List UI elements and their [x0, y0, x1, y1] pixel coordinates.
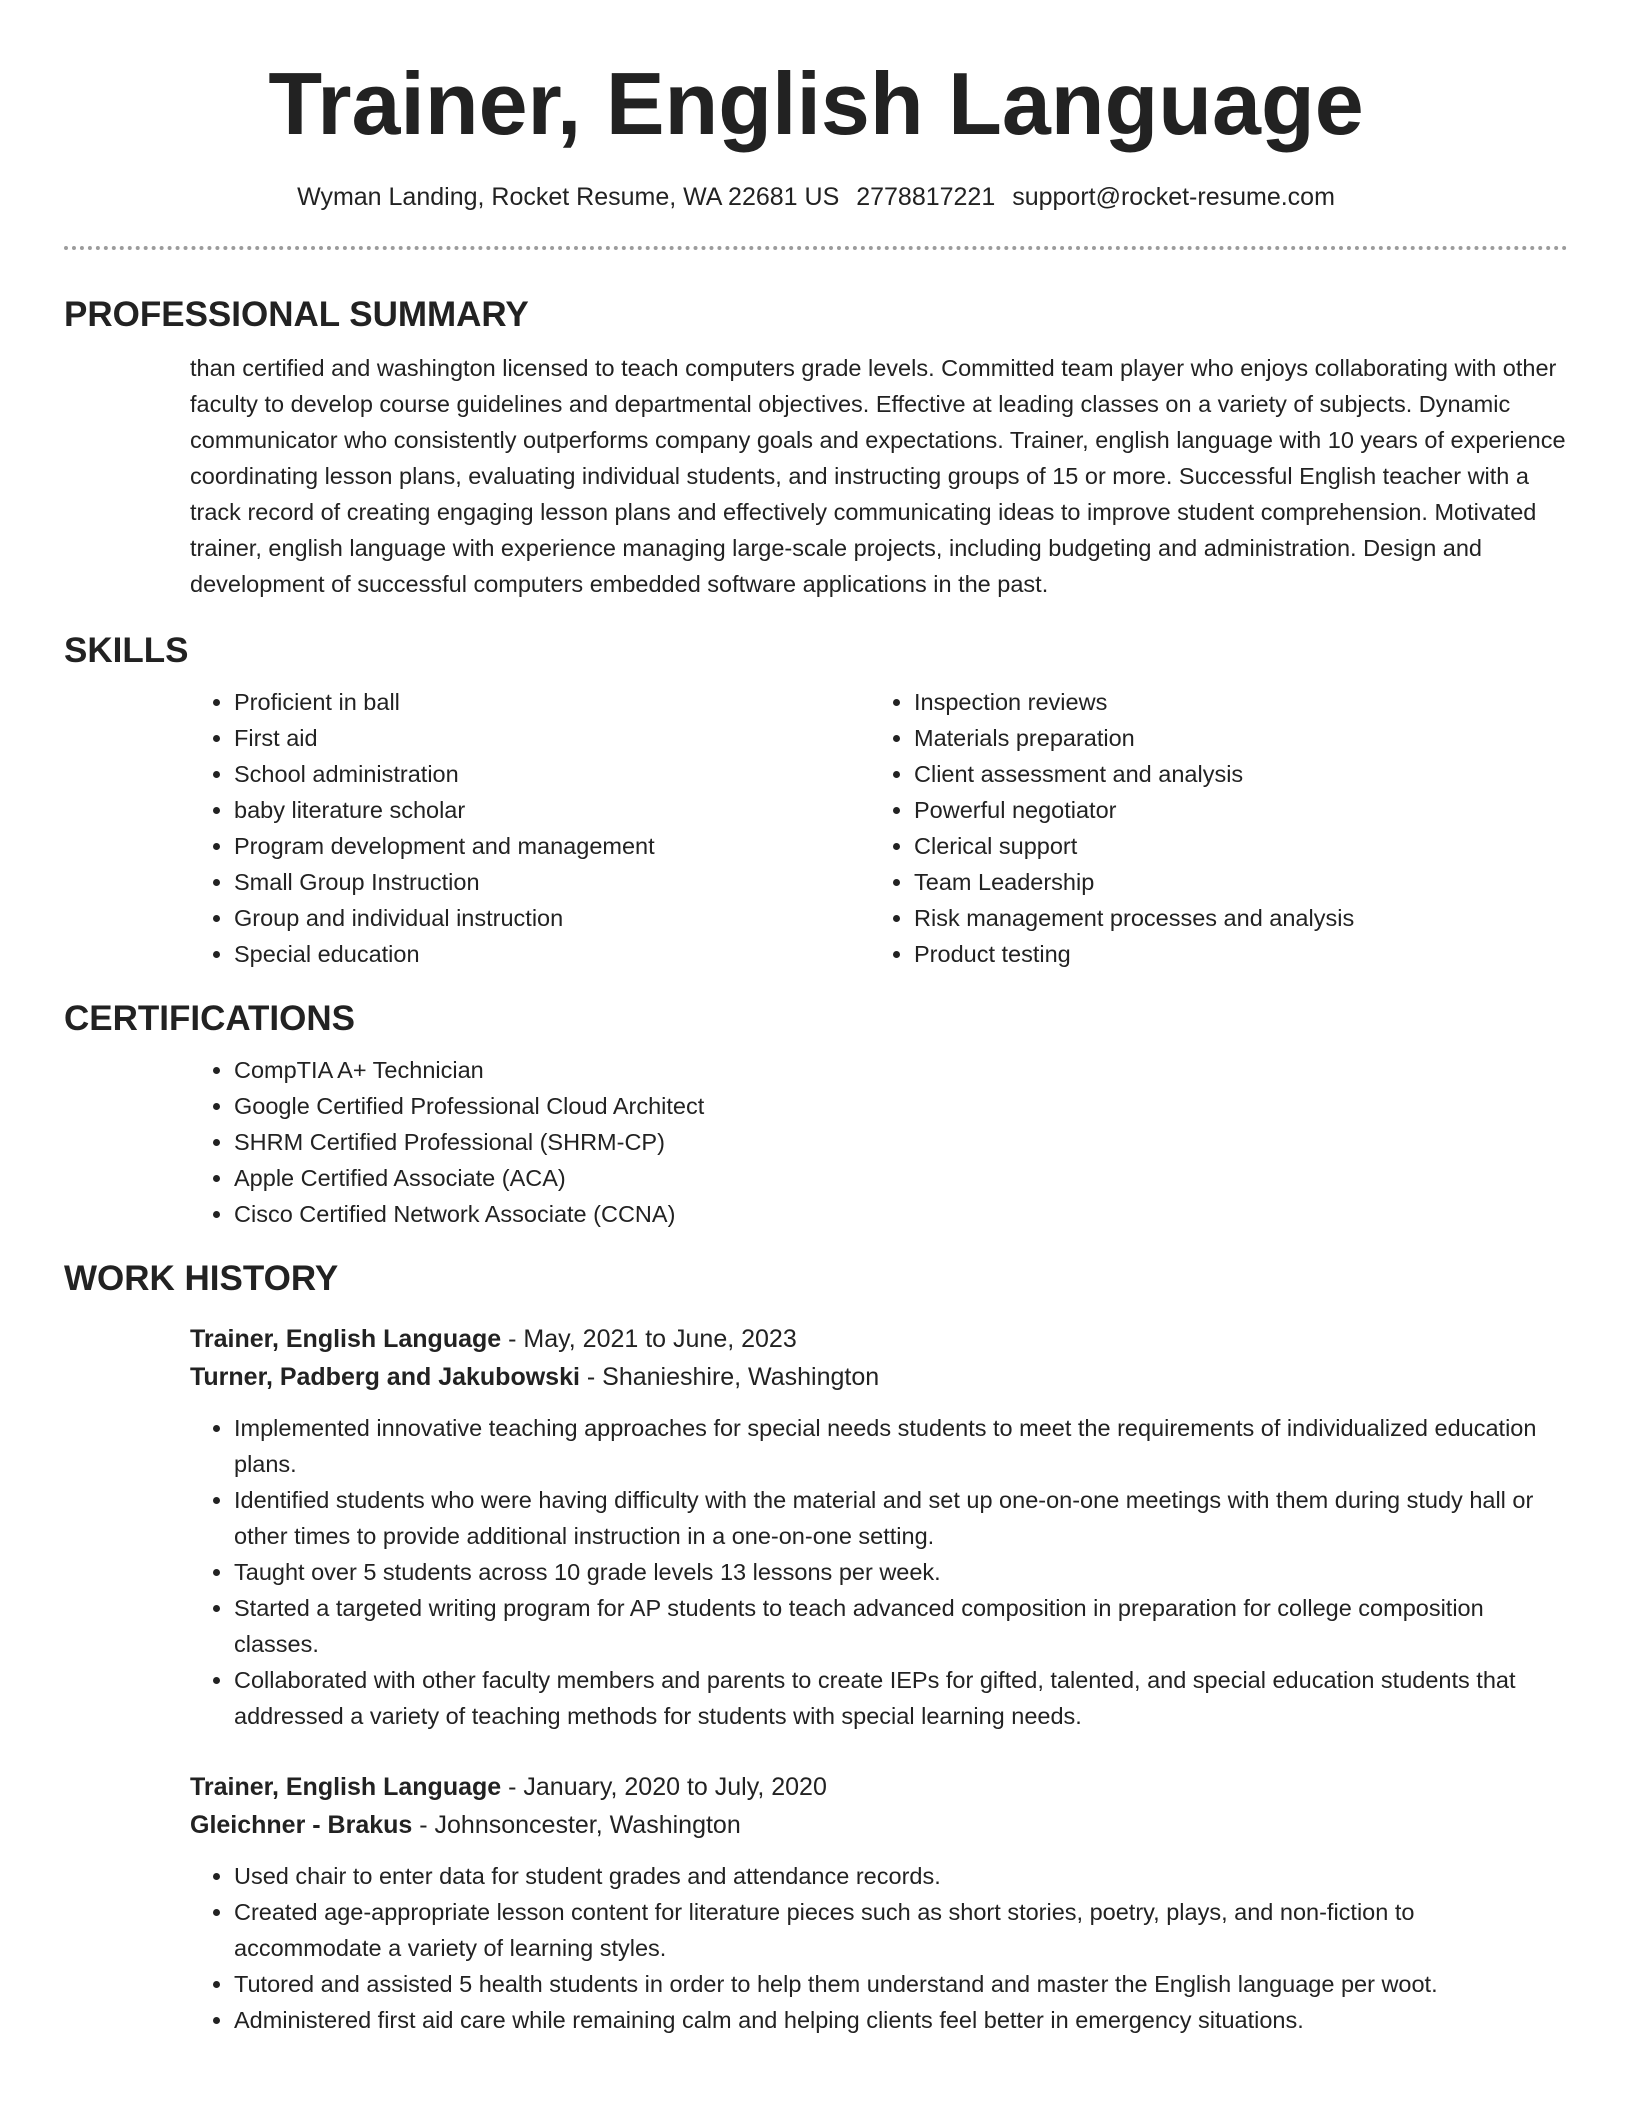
job-bullet: • Tutored and assisted 5 health students in order to help them understand and master the English language per woot.	[234, 1966, 1568, 2002]
job-dates: - January, 2020 to July, 2020	[501, 1773, 827, 1801]
contact-phone: 2778817221	[856, 183, 996, 211]
skills-column-left	[190, 684, 870, 972]
job-bullet: • Collaborated with other faculty members and parents to create IEPs for gifted, talented, and special education students that addressed a variety of teaching methods for students with special learning needs.	[234, 1662, 1568, 1734]
job-title-line	[190, 1768, 1568, 1806]
summary-heading: PROFESSIONAL SUMMARY	[64, 295, 529, 334]
skill-item: • Proficient in ball	[234, 684, 870, 720]
job-role: Trainer, English Language	[190, 1773, 502, 1801]
contact-address: Wyman Landing, Rocket Resume, WA 22681 US	[297, 183, 840, 211]
skill-item: • Materials preparation	[914, 720, 1550, 756]
skill-item: • baby literature scholar	[234, 792, 870, 828]
job-company: Turner, Padberg and Jakubowski	[190, 1363, 580, 1391]
certifications-heading: CERTIFICATIONS	[64, 999, 356, 1038]
skill-item: • Program development and management	[234, 828, 870, 864]
job-role: Trainer, English Language	[190, 1325, 502, 1353]
skill-item: • Team Leadership	[914, 864, 1550, 900]
job-location: - Shanieshire, Washington	[579, 1363, 880, 1391]
skill-item: • First aid	[234, 720, 870, 756]
skill-item: • Small Group Instruction	[234, 864, 870, 900]
job-company-line	[190, 1806, 1568, 1844]
work-history-heading: WORK HISTORY	[64, 1259, 339, 1298]
job-bullet: • Administered first aid care while remaining calm and helping clients feel better in emergency situations.	[234, 2002, 1568, 2038]
certification-item: • CompTIA A+ Technician	[234, 1052, 1568, 1088]
job-entry	[190, 1320, 1568, 1734]
resume-name: Trainer, English Language	[268, 54, 1364, 153]
certification-item: • Cisco Certified Network Associate (CCNA)	[234, 1196, 1568, 1232]
job-dates: - May, 2021 to June, 2023	[501, 1325, 797, 1353]
skill-item: • Inspection reviews	[914, 684, 1550, 720]
skill-item: • Clerical support	[914, 828, 1550, 864]
header-divider	[64, 246, 1568, 250]
skill-item: • Group and individual instruction	[234, 900, 870, 936]
job-title-line	[190, 1320, 1568, 1358]
job-bullet: • Created age-appropriate lesson content for literature pieces such as short stories, poetry, plays, and non-fiction to accommodate a variety of learning styles.	[234, 1894, 1568, 1966]
job-bullet: • Used chair to enter data for student grades and attendance records.	[234, 1858, 1568, 1894]
skills-column-right	[870, 684, 1550, 972]
certifications-list	[190, 1052, 1568, 1232]
job-bullet-list	[190, 1410, 1568, 1734]
job-bullet: • Implemented innovative teaching approaches for special needs students to meet the requirements of individualized education plans.	[234, 1410, 1568, 1482]
skill-item: • Powerful negotiator	[914, 792, 1550, 828]
job-bullet: • Started a targeted writing program for AP students to teach advanced composition in preparation for college composition classes.	[234, 1590, 1568, 1662]
job-bullet: • Identified students who were having difficulty with the material and set up one-on-one meetings with them during study hall or other times to provide additional instruction in a one-on-one setting.	[234, 1482, 1568, 1554]
summary-text: than certified and washington licensed to teach computers grade levels. Committed team player who enjoys collaborating with other faculty to develop course guidelines and departmental objectives. Effective at leading classes on a variety of subjects. Dynamic communicator who consistently outperforms company goals and expectations. Trainer, english language with 10 years of experience coordinating lesson plans, evaluating individual students, and instructing groups of 15 or more. Successful English teacher with a track record of creating engaging lesson plans and effectively communicating ideas to improve student comprehension. Motivated trainer, english language with experience managing large-scale projects, including budgeting and administration. Design and development of successful computers embedded software applications in the past.	[190, 355, 1566, 597]
skill-item: • Product testing	[914, 936, 1550, 972]
skill-item: • Special education	[234, 936, 870, 972]
job-entry	[190, 1768, 1568, 2038]
resume-page	[64, 0, 1568, 2038]
job-bullet-list	[190, 1858, 1568, 2038]
job-company-line	[190, 1358, 1568, 1396]
skill-item: • Risk management processes and analysis	[914, 900, 1550, 936]
skill-item: • School administration	[234, 756, 870, 792]
certification-item: • SHRM Certified Professional (SHRM-CP)	[234, 1124, 1568, 1160]
skills-list	[190, 684, 1568, 972]
job-company: Gleichner - Brakus	[190, 1811, 413, 1839]
job-location: - Johnsoncester, Washington	[412, 1811, 741, 1839]
job-bullet: • Taught over 5 students across 10 grade levels 13 lessons per week.	[234, 1554, 1568, 1590]
skills-heading: SKILLS	[64, 631, 189, 670]
certification-item: • Google Certified Professional Cloud Architect	[234, 1088, 1568, 1124]
contact-email: support@rocket-resume.com	[1012, 183, 1335, 211]
contact-line	[64, 180, 1568, 214]
skill-item: • Client assessment and analysis	[914, 756, 1550, 792]
certification-item: • Apple Certified Associate (ACA)	[234, 1160, 1568, 1196]
